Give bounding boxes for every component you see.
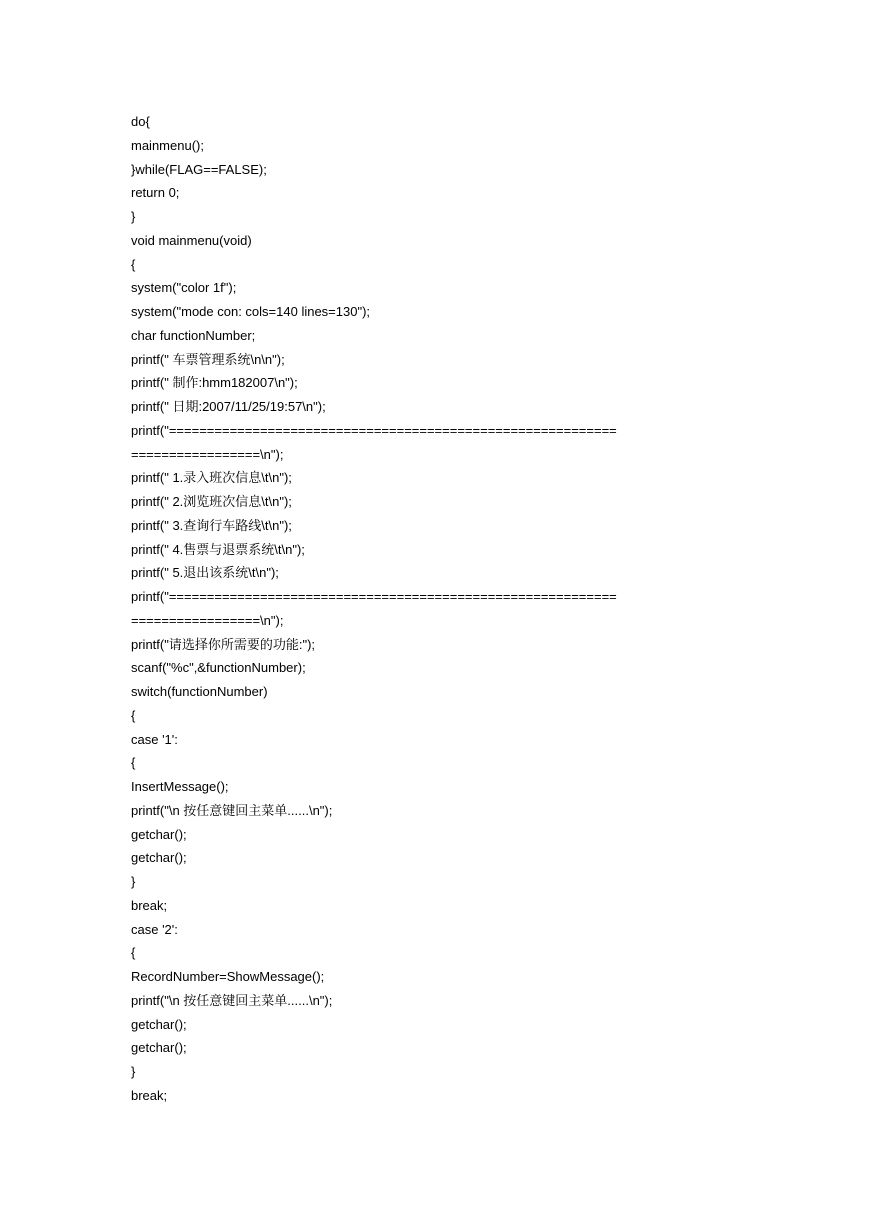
code-line: printf(" 日期:2007/11/25/19:57\n"); <box>131 399 326 414</box>
code-line: do{ <box>131 114 150 129</box>
code-line: printf(" 5.退出该系统\t\n"); <box>131 565 279 581</box>
code-line: =================\n"); <box>131 612 284 628</box>
code-line: { <box>131 945 136 961</box>
code-line: printf("\n 按任意键回主菜单......\n"); <box>131 992 333 1008</box>
code-line: printf("\n 按任意键回主菜单......\n"); <box>131 802 333 818</box>
code-line: =================\n"); <box>131 446 284 462</box>
code-line: { <box>131 256 136 272</box>
code-line: InsertMessage(); <box>131 779 229 794</box>
code-line: scanf("%c",&functionNumber); <box>131 660 306 676</box>
code-line: printf(" 4.售票与退票系统\t\n"); <box>131 541 305 557</box>
code-line: break; <box>131 897 168 913</box>
code-line: system("color 1f"); <box>131 280 237 296</box>
code-line: printf(" 2.浏览班次信息\t\n"); <box>131 494 292 509</box>
code-line: mainmenu(); <box>131 137 204 153</box>
code-line: printf("=========================================================== <box>131 422 617 438</box>
code-line: printf("请选择你所需要的功能:"); <box>131 636 316 652</box>
code-line: getchar(); <box>131 850 187 866</box>
code-line: { <box>131 707 136 723</box>
code-line: }while(FLAG==FALSE); <box>131 161 267 177</box>
code-line: } <box>131 209 136 224</box>
code-line: } <box>131 874 136 889</box>
code-line: RecordNumber=ShowMessage(); <box>131 969 325 984</box>
code-line: void mainmenu(void) <box>131 232 252 248</box>
code-line: printf("=========================================================== <box>131 589 617 604</box>
code-line: printf(" 车票管理系统\n\n"); <box>131 351 285 367</box>
code-line: getchar(); <box>131 1016 187 1032</box>
code-line: case '2': <box>131 921 178 937</box>
code-line: printf(" 制作:hmm182007\n"); <box>131 375 298 391</box>
code-line: system("mode con: cols=140 lines=130"); <box>131 304 371 319</box>
code-line: printf(" 3.查询行车路线\t\n"); <box>131 517 292 533</box>
code-line: break; <box>131 1087 168 1103</box>
code-line: getchar(); <box>131 826 187 842</box>
code-listing <box>131 110 751 1108</box>
code-line: { <box>131 755 136 771</box>
code-line: switch(functionNumber) <box>131 684 268 699</box>
code-line: } <box>131 1064 136 1079</box>
code-line: case '1': <box>131 731 178 747</box>
code-line: getchar(); <box>131 1040 187 1056</box>
code-line: printf(" 1.录入班次信息\t\n"); <box>131 470 292 486</box>
code-line: return 0; <box>131 185 180 201</box>
code-line: char functionNumber; <box>131 327 256 343</box>
